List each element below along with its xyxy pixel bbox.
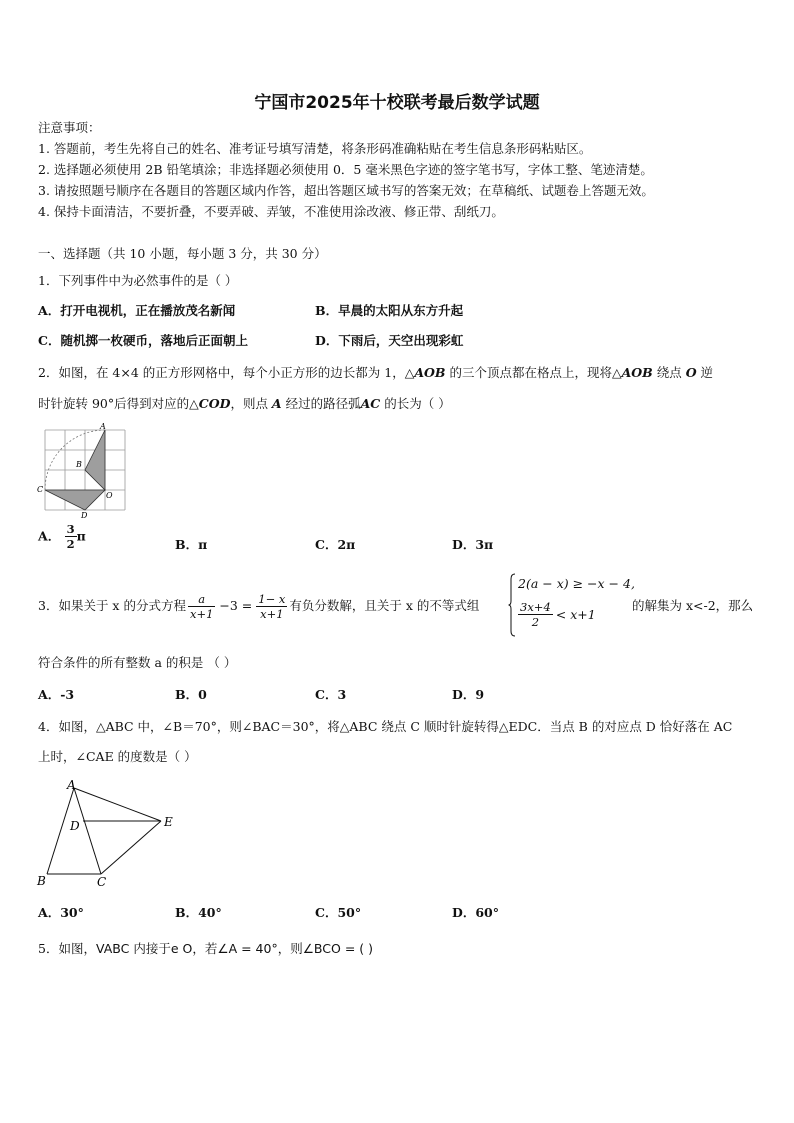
- triangle-cod: [45, 490, 105, 510]
- q4-option-d: D．60°: [452, 905, 499, 920]
- q2-stem-line2: 时针旋转 90°后得到对应的△COD，则点 A 经过的路径弧AC 的长为（ ）: [38, 396, 451, 411]
- q4-option-c: C．50°: [315, 905, 362, 920]
- q2-stem-line1: 2．如图，在 4×4 的正方形网格中，每个小正方形的边长都为 1，△AOB 的三个顶点都在格点上，现将△AOB 绕点 O 逆: [38, 365, 714, 380]
- label-a: A: [100, 422, 106, 431]
- q1-option-d: D．下雨后，天空出现彩虹: [315, 333, 464, 348]
- label-d: D: [70, 819, 80, 833]
- segment-ce: [101, 821, 161, 874]
- page-title: 宁国市2025年十校联考最后数学试题: [254, 93, 540, 113]
- q2-grid-figure: [36, 420, 132, 520]
- q3-option-d: D．9: [452, 687, 485, 702]
- fraction-a: $\frac{a}{x+1}$: [189, 591, 214, 621]
- q3-stem-line2: 符合条件的所有整数 a 的积是 （ ）: [38, 655, 237, 670]
- fraction-3-2: $\frac{3}{2}$: [66, 522, 75, 551]
- label-c: C: [97, 875, 107, 889]
- q4-option-b: B．40°: [175, 905, 222, 920]
- notice-heading: 注意事项：: [38, 120, 101, 135]
- q3-stem-tail: 的解集为 x<-2，那么: [632, 598, 754, 613]
- q5-stem: 5．如图，VABC 内接于e O，若∠A = 40°，则∠BCO = ( ): [38, 941, 373, 956]
- q3-option-b: B．0: [175, 687, 207, 702]
- label-a: A: [67, 778, 76, 792]
- segment-ae: [74, 788, 161, 821]
- q3-option-a: A．-3: [38, 687, 75, 702]
- label-b: B: [76, 460, 82, 469]
- notice-item-2: 2. 选择题必须使用 2B 铅笔填涂；非选择题必须使用 0．5 毫米黑色字迹的签字笔书写，字体工整、笔迹清楚。: [38, 162, 653, 177]
- q4-stem-line1: 4．如图，△ABC 中，∠B＝70°，则∠BAC＝30°，将△ABC 绕点 C 顺时针旋转得△EDC．当点 B 的对应点 D 恰好落在 AC: [38, 719, 733, 734]
- q1-stem: 1．下列事件中为必然事件的是（ ）: [38, 273, 238, 288]
- label-o: O: [106, 491, 113, 500]
- q3-option-c: C．3: [315, 687, 347, 702]
- q2-option-d: D．3π: [452, 537, 494, 552]
- q2-option-a: A． $\frac{3}{2}$ π: [38, 522, 86, 551]
- fraction-1-x: $\frac{1- x}{x+1}$: [258, 591, 286, 621]
- q1-option-b: B．早晨的太阳从东方升起: [315, 303, 464, 318]
- q4-stem-line2: 上时，∠CAE 的度数是（ ）: [38, 749, 197, 764]
- q4-option-a: A．30°: [38, 905, 84, 920]
- triangle-aob: [85, 430, 105, 490]
- q3-stem-line1: 3．如果关于 x 的分式方程 $\frac{a}{x+1}$ −3 = $\frac{1- x}{x+1}$ 有负分数解，且关于 x 的不等式组: [38, 591, 480, 621]
- system-brace: [508, 573, 516, 637]
- inequality-1: 2(a − x) ≥ −x − 4,: [518, 576, 635, 591]
- label-d: D: [81, 511, 88, 520]
- q2-option-c: C．2π: [315, 537, 356, 552]
- q2-option-b: B．π: [175, 537, 208, 552]
- q1-option-c: C．随机掷一枚硬币，落地后正面朝上: [38, 333, 248, 348]
- notice-item-3: 3. 请按照题号顺序在各题目的答题区域内作答，超出答题区域书写的答案无效；在草稿纸、试题卷上答题无效。: [38, 183, 654, 198]
- label-c: C: [37, 485, 44, 494]
- inequality-2: $\frac{3x+4}{2}$ < x+1: [520, 600, 596, 629]
- q4-triangle-figure: [34, 776, 184, 891]
- label-b: B: [37, 874, 46, 888]
- section-heading: 一、选择题（共 10 小题，每小题 3 分，共 30 分）: [38, 246, 327, 261]
- notice-item-1: 1. 答题前，考生先将自己的姓名、准考证号填写清楚，将条形码准确粘贴在考生信息条形码粘贴区。: [38, 141, 592, 156]
- notice-item-4: 4. 保持卡面清洁，不要折叠，不要弄破、弄皱，不准使用涂改液、修正带、刮纸刀。: [38, 204, 504, 219]
- q1-option-a: A．打开电视机，正在播放茂名新闻: [38, 303, 236, 318]
- label-e: E: [164, 815, 173, 829]
